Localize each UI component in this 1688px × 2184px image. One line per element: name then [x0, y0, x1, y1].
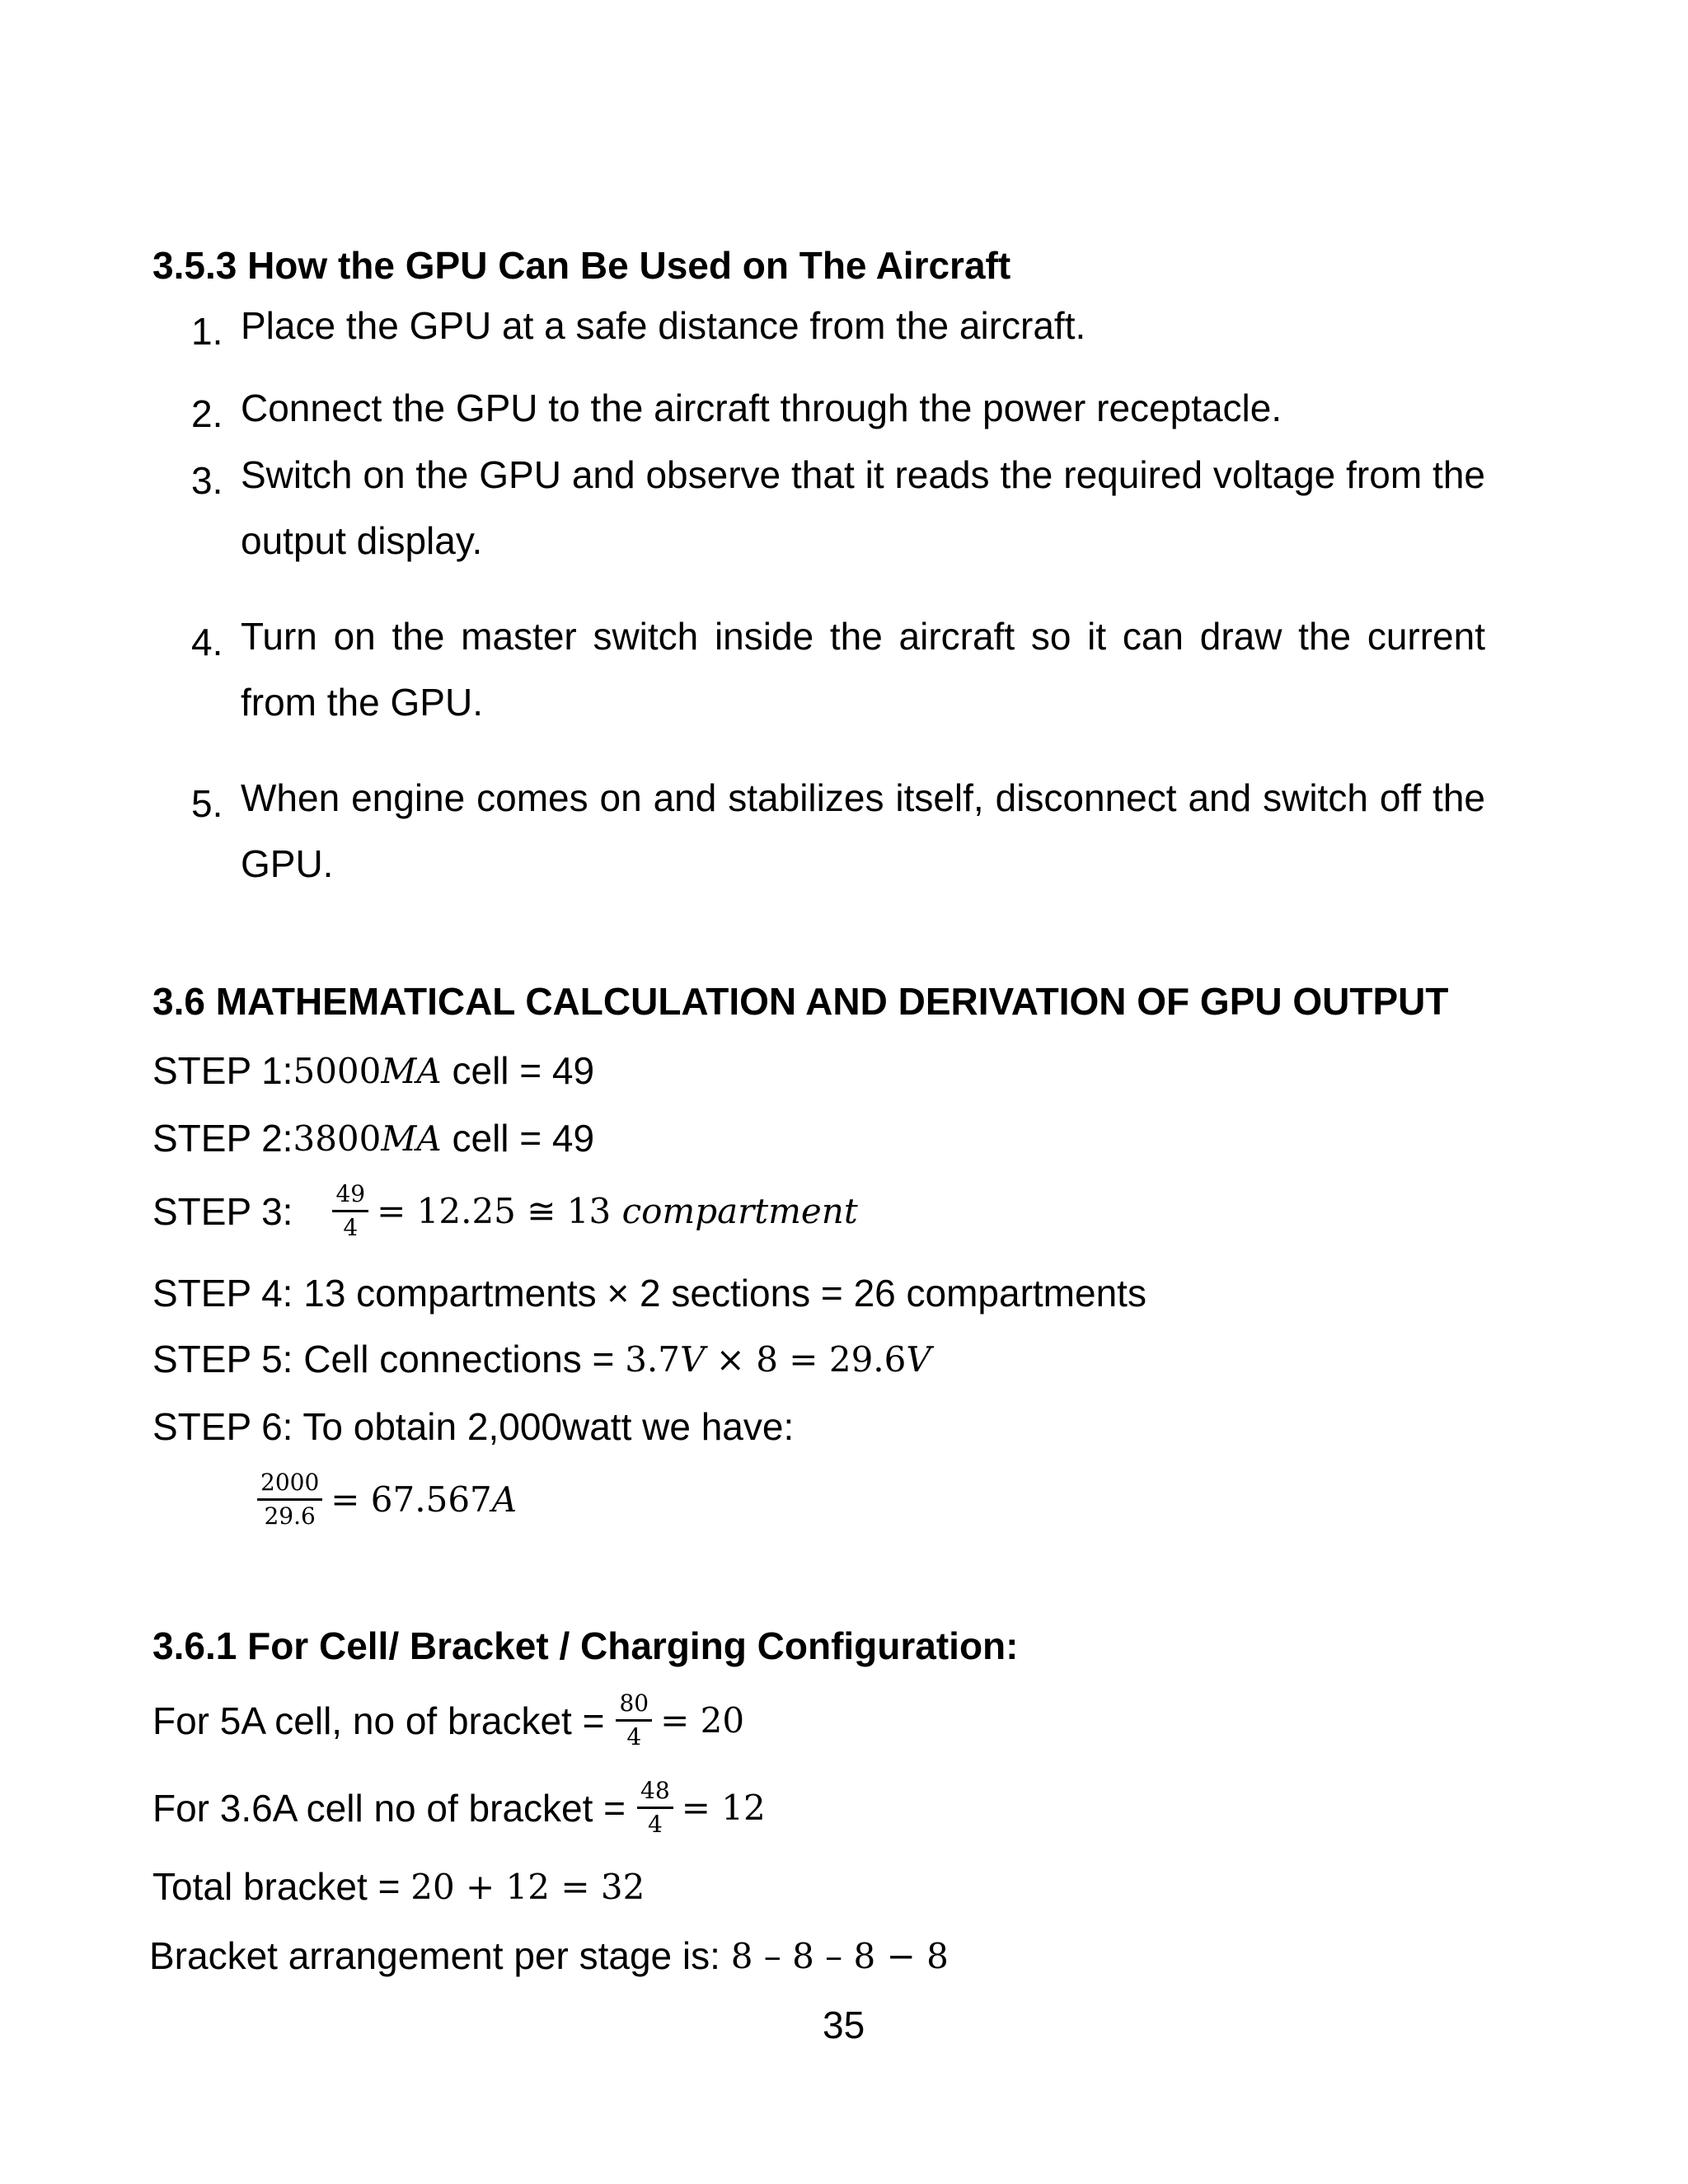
- math-unit: A: [491, 1479, 518, 1520]
- line-label: For 3.6A cell no of bracket =: [152, 1786, 626, 1830]
- step-3: [152, 1179, 858, 1244]
- step-text: cell = 49: [441, 1117, 595, 1160]
- math-value: 5000: [293, 1050, 382, 1091]
- fraction: [616, 1688, 652, 1753]
- line-label: For 5A cell, no of bracket =: [152, 1699, 605, 1742]
- list-number: 1.: [191, 310, 223, 353]
- step-label: STEP 3:: [152, 1189, 293, 1233]
- line-label: Total bracket =: [152, 1865, 411, 1908]
- bracket-line-1: [152, 1688, 744, 1753]
- fraction-denominator: 4: [647, 1811, 663, 1838]
- step-label: STEP 2:: [152, 1117, 293, 1160]
- fraction-numerator: 80: [616, 1688, 652, 1722]
- fraction: [332, 1179, 368, 1244]
- math-unit: MA: [381, 1050, 442, 1091]
- list-text: Switch on the GPU and observe that it reads the required voltage from the output display.: [241, 453, 1485, 562]
- step-1: [152, 1048, 594, 1093]
- section-heading-361: 3.6.1 For Cell/ Bracket / Charging Configuration:: [152, 1624, 1019, 1667]
- bracket-arrangement: [149, 1933, 949, 1978]
- section-heading-353: 3.5.3 How the GPU Can Be Used on The Aircraft: [152, 244, 1011, 287]
- list-number: 2.: [191, 392, 223, 435]
- list-number: 3.: [191, 459, 223, 502]
- step-text: cell = 49: [441, 1049, 595, 1092]
- list-text: When engine comes on and stabilizes itself, disconnect and switch off the GPU.: [241, 776, 1485, 885]
- step-2: [152, 1116, 594, 1160]
- fraction: [637, 1775, 673, 1840]
- step-label: STEP 5: Cell connections =: [152, 1338, 626, 1380]
- list-text: Place the GPU at a safe distance from the aircraft.: [241, 304, 1086, 347]
- bracket-total: [152, 1864, 645, 1909]
- math-result: 20 + 12 = 32: [410, 1866, 645, 1907]
- line-label: Bracket arrangement per stage is:: [149, 1934, 731, 1977]
- fraction-denominator: 4: [626, 1723, 642, 1750]
- fraction-numerator: 2000: [257, 1467, 322, 1501]
- step-5: [152, 1337, 931, 1381]
- page-number: 35: [823, 2004, 865, 2046]
- math-word: compartment: [621, 1191, 858, 1231]
- list-number: 5.: [191, 782, 223, 825]
- math-result: = 12: [681, 1788, 766, 1828]
- math-value: 3800: [293, 1118, 382, 1159]
- math-result: = 12.25 ≅ 13: [377, 1191, 622, 1231]
- bracket-line-2: [152, 1775, 766, 1840]
- math-unit: V: [906, 1338, 931, 1380]
- math-result: = 20: [660, 1700, 745, 1741]
- step-6: STEP 6: To obtain 2,000watt we have:: [152, 1405, 795, 1448]
- math-result: = 67.567: [331, 1479, 492, 1520]
- list-number: 4.: [191, 621, 223, 663]
- fraction-denominator: 29.6: [264, 1502, 316, 1530]
- step-label: STEP 1:: [152, 1049, 293, 1092]
- list-text: Connect the GPU to the aircraft through the power receptacle.: [241, 387, 1282, 429]
- math-unit: MA: [381, 1118, 442, 1159]
- math-value: 29.6: [828, 1338, 907, 1380]
- section-heading-36: 3.6 MATHEMATICAL CALCULATION AND DERIVATION OF GPU OUTPUT: [152, 980, 1449, 1023]
- math-result: 8 – 8 – 8 − 8: [730, 1935, 949, 1976]
- step-4: STEP 4: 13 compartments × 2 sections = 26 compartments: [152, 1272, 1146, 1315]
- fraction-denominator: 4: [343, 1214, 359, 1241]
- fraction: [257, 1467, 322, 1532]
- fraction-numerator: 49: [332, 1179, 368, 1212]
- math-unit: V: [679, 1338, 706, 1380]
- math-operator: × 8 =: [705, 1338, 829, 1380]
- math-value: 3.7: [625, 1338, 680, 1380]
- list-text: Turn on the master switch inside the aircraft so it can draw the current from the GPU.: [241, 615, 1485, 724]
- step-6-equation: [257, 1467, 517, 1532]
- fraction-numerator: 48: [637, 1775, 673, 1809]
